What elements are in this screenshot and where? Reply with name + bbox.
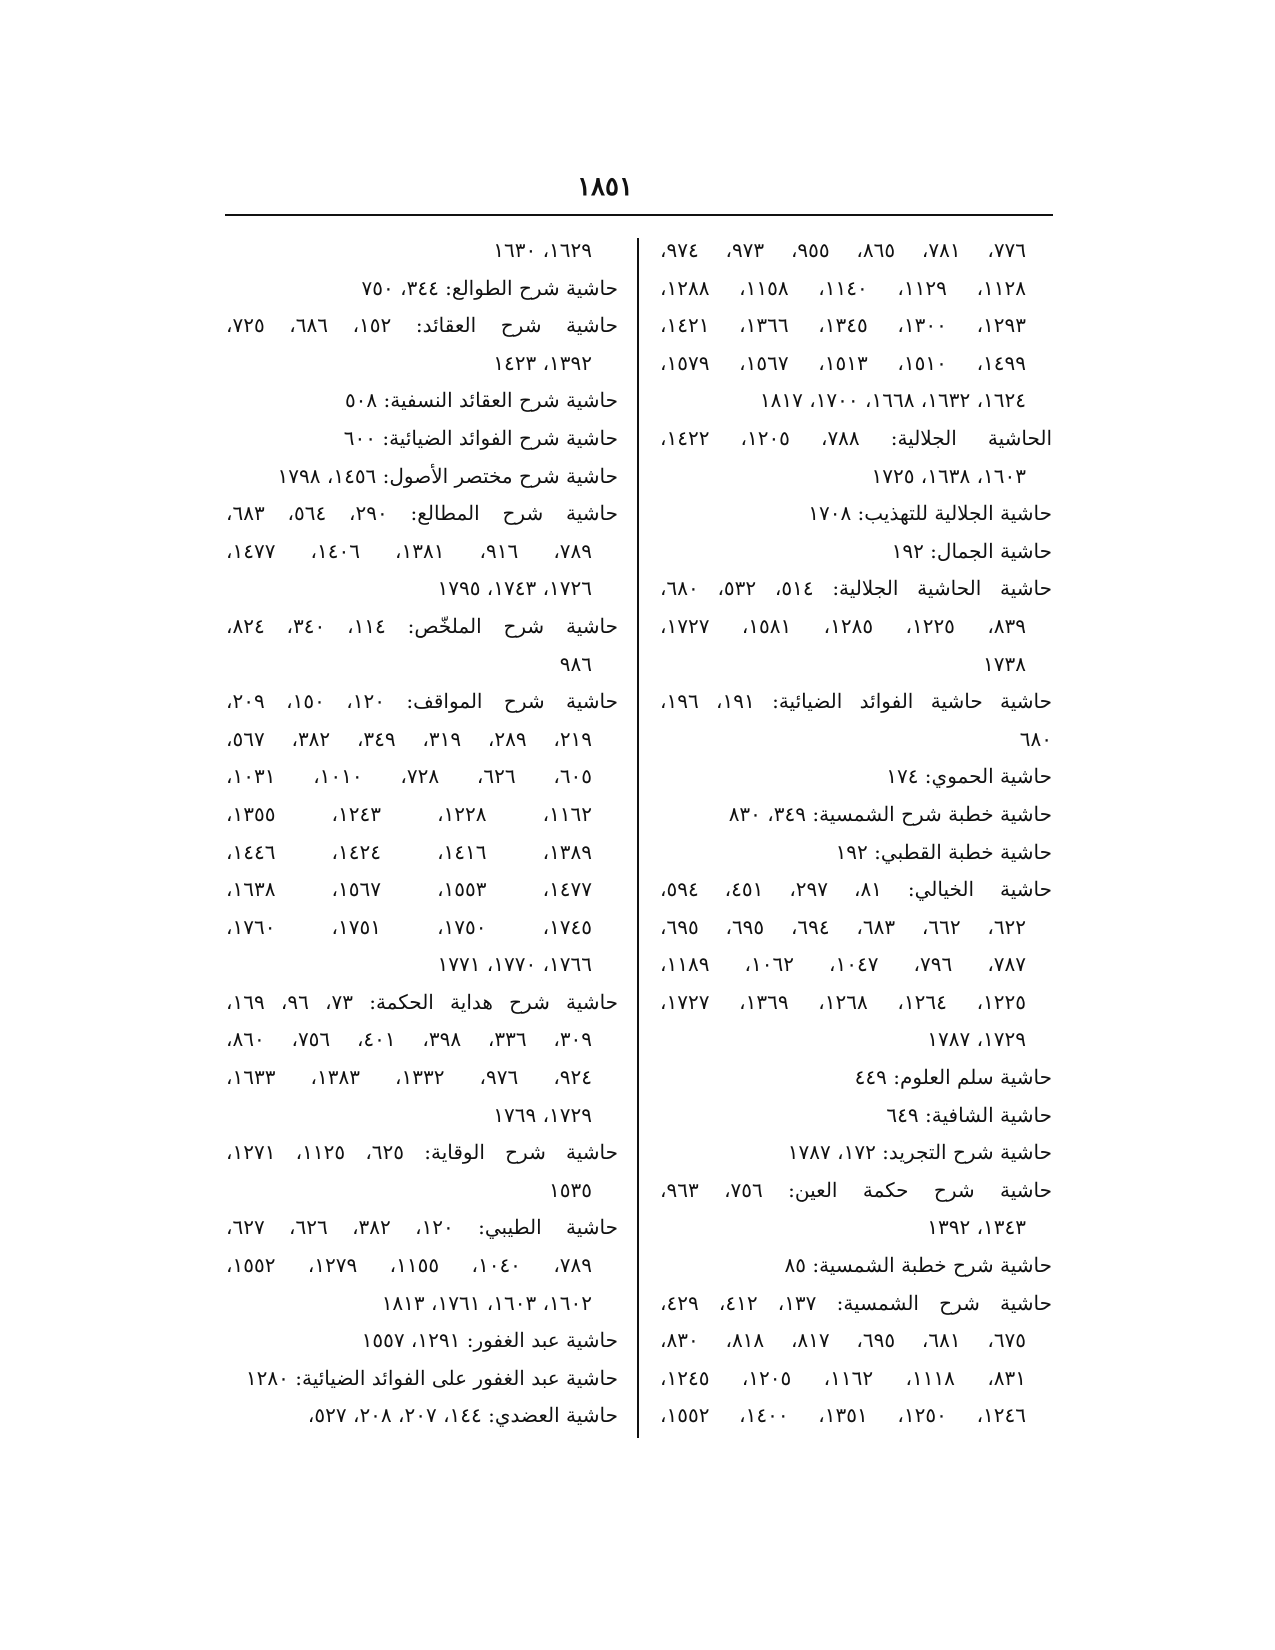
index-entry-line: حاشية شرح حكمة العين: ٧٥٦، ٩٦٣، (660, 1177, 1052, 1202)
index-entry-line: حاشية شرح الفوائد الضيائية: ٦٠٠ (343, 425, 618, 450)
index-entry-line: ١٥٣٥ (549, 1177, 592, 1202)
index-entry-line: ٧٨٩، ١٠٤٠، ١١٥٥، ١٢٧٩، ١٥٥٢، (226, 1253, 593, 1278)
index-entry-line: ١٦٠٢، ١٦٠٣، ١٧٦١، ١٨١٣ (381, 1290, 592, 1315)
index-entry-line: حاشية شرح خطبة الشمسية: ٨٥ (784, 1253, 1052, 1278)
index-entry-line: حاشية شرح التجريد: ١٧٢، ١٧٨٧ (787, 1140, 1052, 1165)
index-entry-line: ١٧٤٥، ١٧٥٠، ١٧٥١، ١٧٦٠، (226, 914, 593, 939)
index-entry-line: ١٢٩٣، ١٣٠٠، ١٣٤٥، ١٣٦٦، ١٤٢١، (660, 313, 1026, 338)
index-entry-line: ٩٢٤، ٩٧٦، ١٣٣٢، ١٣٨٣، ١٦٣٣، (226, 1065, 593, 1090)
index-entry-line: ٢١٩، ٢٨٩، ٣١٩، ٣٤٩، ٣٨٢، ٥٦٧، (226, 726, 593, 751)
index-entry-line: حاشية الحاشية الجلالية: ٥١٤، ٥٣٢، ٦٨٠، (660, 576, 1052, 601)
index-entry-line: حاشية حاشية الفوائد الضيائية: ١٩١، ١٩٦، (660, 689, 1052, 714)
index-entry-line: ١٧٢٩، ١٧٦٩ (493, 1102, 592, 1127)
index-entry-line: ١٧٢٩، ١٧٨٧ (927, 1027, 1026, 1052)
index-entry-line: حاشية العضدي: ١٤٤، ٢٠٧، ٢٠٨، ٥٢٧، (307, 1403, 618, 1428)
index-entry-line: حاشية خطبة القطبي: ١٩٢ (835, 839, 1052, 864)
index-entry-line: حاشية شرح العقائد النسفية: ٥٠٨ (344, 388, 618, 413)
index-entry-line: حاشية شرح العقائد: ١٥٢، ٦٨٦، ٧٢٥، (226, 313, 618, 338)
index-entry-line: حاشية عبد الغفور على الفوائد الضيائية: ١٢٨٠ (245, 1365, 618, 1390)
index-entry-line: حاشية الجمال: ١٩٢ (891, 538, 1052, 563)
index-entry-line: ٦٨٠ (1019, 726, 1052, 751)
index-entry-line: ١٣٩٢، ١٤٢٣ (493, 350, 592, 375)
index-entry-line: ١٢٢٥، ١٢٦٤، ١٢٦٨، ١٣٦٩، ١٧٢٧، (660, 989, 1026, 1014)
index-entry-line: ٧٧٦، ٧٨١، ٨٦٥، ٩٥٥، ٩٧٣، ٩٧٤، (660, 238, 1027, 262)
index-entry-line: حاشية شرح المطالع: ٢٩٠، ٥٦٤، ٦٨٣، (226, 501, 618, 526)
page-number: ١٨٥١ (577, 172, 633, 202)
index-entry-line: ٩٨٦ (559, 651, 592, 676)
index-entry-line: حاشية الخيالي: ٨١، ٢٩٧، ٤٥١، ٥٩٤، (660, 877, 1052, 902)
index-entry-line: ١١٢٨، ١١٢٩، ١١٤٠، ١١٥٨، ١٢٨٨، (660, 275, 1026, 300)
index-entry-line: ١٧٣٨ (983, 651, 1026, 676)
column-divider (637, 238, 639, 1438)
index-entry-line: ١٧٢٦، ١٧٤٣، ١٧٩٥ (437, 576, 592, 601)
index-entry-line: حاشية الجلالية للتهذيب: ١٧٠٨ (808, 501, 1052, 526)
index-entry-line: حاشية الطيبي: ١٢٠، ٣٨٢، ٦٢٦، ٦٢٧، (226, 1215, 618, 1240)
index-entry-line: ١٤٧٧، ١٥٥٣، ١٥٦٧، ١٦٣٨، (226, 877, 593, 902)
index-entry-line: ١٣٤٣، ١٣٩٢ (927, 1215, 1026, 1240)
index-entry-line: ١٦٠٣، ١٦٣٨، ١٧٢٥ (871, 463, 1026, 488)
index-entry-line: ١٦٢٤، ١٦٣٢، ١٦٦٨، ١٧٠٠، ١٨١٧ (759, 388, 1026, 413)
index-entry-line: ٨٣٩، ١٢٢٥، ١٢٨٥، ١٥٨١، ١٧٢٧، (660, 613, 1027, 638)
index-entry-line: حاشية شرح الطوالع: ٣٤٤، ٧٥٠ (361, 275, 618, 300)
index-column-left (226, 232, 618, 1435)
index-entry-line: ٣٠٩، ٣٣٦، ٣٩٨، ٤٠١، ٧٥٦، ٨٦٠، (226, 1027, 593, 1052)
index-entry-line: ٨٣١، ١١١٨، ١١٦٢، ١٢٠٥، ١٢٤٥، (660, 1365, 1027, 1390)
index-entry-line: حاشية الشافية: ٦٤٩ (886, 1102, 1052, 1127)
index-entry-line: حاشية شرح الوقاية: ٦٢٥، ١١٢٥، ١٢٧١، (226, 1140, 618, 1165)
index-entry-line: ٧٨٩، ٩١٦، ١٣٨١، ١٤٠٦، ١٤٧٧، (226, 538, 593, 563)
index-entry-line: ١٦٢٩، ١٦٣٠ (493, 238, 592, 262)
index-entry-line: ١٤٩٩، ١٥١٠، ١٥١٣، ١٥٦٧، ١٥٧٩، (660, 350, 1026, 375)
index-entry-line: حاشية شرح مختصر الأصول: ١٤٥٦، ١٧٩٨ (277, 463, 618, 488)
index-entry-line: ٦٠٥، ٦٢٦، ٧٢٨، ١٠١٠، ١٠٣١، (226, 764, 593, 789)
index-entry-line: ٦٧٥، ٦٨١، ٦٩٥، ٨١٧، ٨١٨، ٨٣٠، (660, 1328, 1027, 1353)
index-entry-line: حاشية شرح الملخّص: ١١٤، ٣٤٠، ٨٢٤، (226, 613, 618, 638)
index-entry-line: حاشية الحموي: ١٧٤ (886, 764, 1052, 789)
index-entry-line: حاشية عبد الغفور: ١٢٩١، ١٥٥٧ (361, 1328, 618, 1353)
index-entry-line: ١٢٤٦، ١٢٥٠، ١٣٥١، ١٤٠٠، ١٥٥٢، (660, 1403, 1026, 1428)
index-column-right (660, 232, 1052, 1435)
index-entry-line: ١٧٦٦، ١٧٧٠، ١٧٧١ (437, 952, 592, 977)
header-rule (225, 214, 1053, 216)
index-entry-line: الحاشية الجلالية: ٧٨٨، ١٢٠٥، ١٤٢٢، (660, 425, 1052, 450)
index-entry-line: ٦٢٢، ٦٦٢، ٦٨٣، ٦٩٤، ٦٩٥، ٦٩٥، (660, 914, 1027, 939)
index-entry-line: حاشية شرح هداية الحكمة: ٧٣، ٩٦، ١٦٩، (226, 989, 618, 1014)
index-entry-line: حاشية شرح الشمسية: ١٣٧، ٤١٢، ٤٢٩، (660, 1290, 1052, 1315)
index-entry-line: ١١٦٢، ١٢٢٨، ١٢٤٣، ١٣٥٥، (226, 801, 593, 826)
index-entry-line: حاشية خطبة شرح الشمسية: ٣٤٩، ٨٣٠ (728, 801, 1052, 826)
index-entry-line: حاشية شرح المواقف: ١٢٠، ١٥٠، ٢٠٩، (226, 689, 618, 714)
index-entry-line: ٧٨٧، ٧٩٦، ١٠٤٧، ١٠٦٢، ١١٨٩، (660, 952, 1027, 977)
index-entry-line: ١٣٨٩، ١٤١٦، ١٤٢٤، ١٤٤٦، (226, 839, 593, 864)
index-entry-line: حاشية سلم العلوم: ٤٤٩ (854, 1065, 1052, 1090)
